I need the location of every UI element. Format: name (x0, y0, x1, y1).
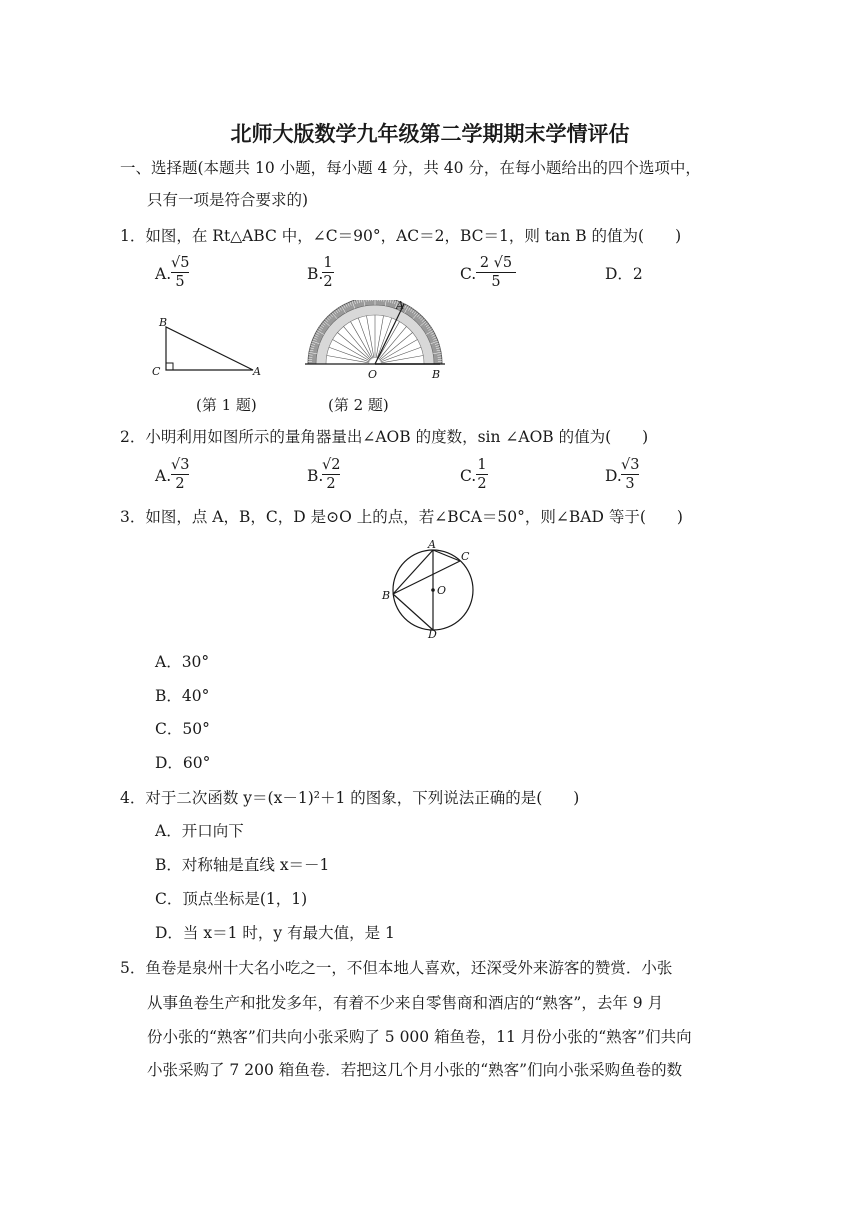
q4-option-c: C．顶点坐标是(1，1) (155, 890, 308, 908)
q2-option-d-label: D. (605, 467, 622, 485)
q1-figure-caption: (第 1 题) (196, 396, 257, 414)
q2-option-d-denominator: 3 (625, 476, 635, 492)
q3-option-c: C．50° (155, 720, 210, 738)
q3-label-d: D (428, 628, 437, 640)
q1-option-b-label: B. (307, 265, 324, 283)
q2-option-d-numerator: √3 (621, 457, 640, 473)
q2-label-b: B (432, 368, 441, 381)
q3-option-d: D．60° (155, 754, 211, 772)
q5-line-4: 小张采购了 7 200 箱鱼卷．若把这几个月小张的“熟客”们向小张采购鱼卷的数 (147, 1061, 683, 1079)
q2-option-c-label: C. (460, 467, 477, 485)
q2-option-a-label: A. (155, 467, 172, 485)
q2-label-o: O (368, 368, 378, 381)
q3-circle-figure (378, 536, 478, 640)
section-heading-line2: 只有一项是符合要求的) (147, 191, 309, 209)
section-heading-line1: 一、选择题(本题共 10 小题，每小题 4 分，共 40 分，在每小题给出的四个选项中， (120, 159, 701, 177)
q2-option-a-numerator: √3 (171, 457, 190, 473)
q2-stem: 2．小明利用如图所示的量角器量出∠AOB 的度数，sin ∠AOB 的值为( ) (120, 428, 649, 446)
q2-option-c-fraction (476, 456, 488, 493)
q5-line-3: 份小张的“熟客”们共向小张采购了 5 000 箱鱼卷，11 月份小张的“熟客”们共向 (147, 1028, 692, 1046)
q1-label-b: B (159, 316, 168, 329)
q1-option-a-label: A. (155, 265, 172, 283)
q2-option-a-denominator: 2 (175, 476, 185, 492)
q1-option-b-fraction (322, 254, 334, 291)
q1-option-c-fraction (476, 254, 516, 291)
q4-option-a: A．开口向下 (155, 822, 244, 840)
q2-option-c-denominator: 2 (477, 476, 487, 492)
q1-option-c-denominator: 5 (491, 274, 501, 290)
q2-figure-caption: (第 2 题) (328, 396, 389, 414)
q1-label-a: A (253, 365, 261, 378)
q2-option-b-denominator: 2 (326, 476, 336, 492)
q1-option-a-fraction (171, 254, 189, 291)
q4-option-d: D．当 x＝1 时，y 有最大值，是 1 (155, 924, 395, 942)
q2-option-b-numerator: √2 (322, 457, 341, 473)
q3-option-b: B．40° (155, 687, 210, 705)
q1-stem: 1．如图，在 Rt△ABC 中，∠C＝90°，AC＝2，BC＝1，则 tan B 的值为( ) (120, 227, 682, 245)
q2-protractor-figure (300, 300, 450, 384)
page-title: 北师大版数学九年级第二学期期末学情评估 (230, 122, 630, 146)
q1-label-c: C (152, 365, 161, 378)
q1-option-c-numerator: 2 √5 (479, 255, 513, 271)
q3-option-a: A．30° (155, 653, 210, 671)
q3-stem: 3．如图，点 A，B，C，D 是⊙O 上的点，若∠BCA＝50°，则∠BAD 等于( ) (120, 508, 683, 526)
q2-label-a: A (396, 300, 404, 312)
q1-option-b-denominator: 2 (323, 274, 333, 290)
q2-option-b-fraction (322, 456, 340, 493)
q5-line-1: 5．鱼卷是泉州十大名小吃之一，不但本地人喜欢，还深受外来游客的赞赏．小张 (120, 959, 673, 977)
q2-option-c-numerator: 1 (477, 457, 487, 473)
q2-option-b-label: B. (307, 467, 324, 485)
q1-option-a-numerator: √5 (171, 255, 190, 271)
q3-label-o: O (437, 584, 447, 597)
q2-option-d-fraction (621, 456, 639, 493)
q1-option-c-label: C. (460, 265, 477, 283)
q3-label-c: C (461, 550, 470, 563)
q1-triangle-figure (146, 312, 266, 384)
q4-option-b: B．对称轴是直线 x＝－1 (155, 856, 330, 874)
q5-line-2: 从事鱼卷生产和批发多年，有着不少来自零售商和酒店的“熟客”，去年 9 月 (147, 994, 664, 1012)
q3-label-a: A (428, 538, 436, 551)
q4-stem: 4．对于二次函数 y＝(x－1)²＋1 的图象，下列说法正确的是( ) (120, 789, 580, 807)
q1-option-a-denominator: 5 (175, 274, 185, 290)
q3-label-b: B (382, 589, 391, 602)
q1-option-d: D．2 (605, 265, 643, 283)
q2-option-a-fraction (171, 456, 189, 493)
q1-option-b-numerator: 1 (323, 255, 333, 271)
